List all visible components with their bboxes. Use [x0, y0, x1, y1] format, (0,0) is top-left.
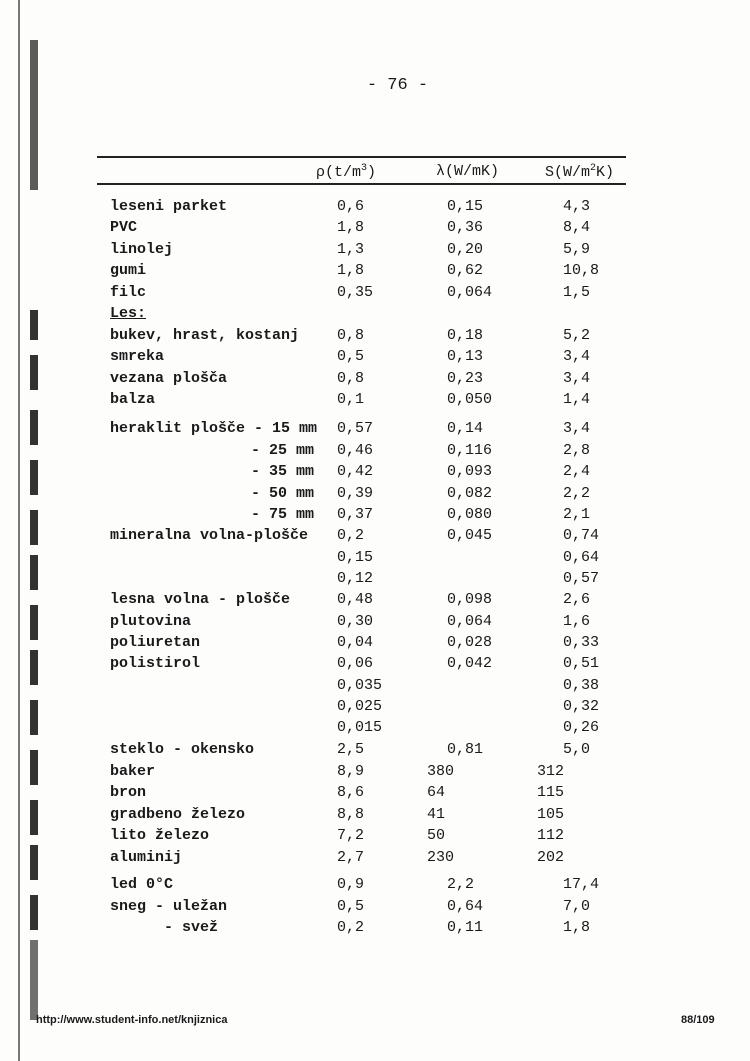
conductivity-value: 0,050	[447, 391, 493, 408]
binding-mark	[30, 750, 38, 785]
density-value: 0,15	[337, 549, 374, 566]
heat-absorption-value: 115	[537, 784, 565, 801]
material-name: bron	[110, 784, 147, 801]
table-row	[110, 549, 630, 570]
conductivity-value: 50	[427, 827, 446, 844]
density-value: 0,5	[337, 348, 365, 365]
table-row	[110, 463, 630, 484]
density-value: 0,5	[337, 898, 365, 915]
material-name: gumi	[110, 262, 147, 279]
density-value: 1,8	[337, 219, 365, 236]
heat-absorption-value: 5,0	[563, 741, 591, 758]
heat-absorption-value: 2,8	[563, 442, 591, 459]
conductivity-value: 0,11	[447, 919, 484, 936]
material-name: steklo - okensko	[110, 741, 255, 758]
table-row	[110, 219, 630, 240]
heat-absorption-value: 0,57	[563, 570, 600, 587]
binding-mark	[30, 895, 38, 930]
table-row	[110, 198, 630, 219]
density-value: 0,46	[337, 442, 374, 459]
conductivity-value: 0,080	[447, 506, 493, 523]
heat-absorption-value: 2,2	[563, 485, 591, 502]
material-name: vezana plošča	[110, 370, 228, 387]
table-row	[110, 898, 630, 919]
conductivity-value: 0,15	[447, 198, 484, 215]
material-name: gradbeno železo	[110, 806, 246, 823]
table-row	[110, 677, 630, 698]
heat-absorption-value: 0,38	[563, 677, 600, 694]
heat-absorption-value: 3,4	[563, 348, 591, 365]
density-value: 8,9	[337, 763, 365, 780]
conductivity-value: 0,64	[447, 898, 484, 915]
conductivity-value: 0,082	[447, 485, 493, 502]
heat-absorption-value: 112	[537, 827, 565, 844]
density-value: 0,015	[337, 719, 383, 736]
table-row	[110, 876, 630, 897]
conductivity-value: 0,116	[447, 442, 493, 459]
table-row	[110, 570, 630, 591]
table-row	[110, 370, 630, 391]
binding-mark	[30, 650, 38, 685]
material-name: smreka	[110, 348, 165, 365]
heat-absorption-value: 0,32	[563, 698, 600, 715]
material-name: heraklit plošče - 15 mm	[110, 420, 318, 437]
heat-absorption-value: 2,1	[563, 506, 591, 523]
header-heat-absorption: $S(W/m^2K)$	[545, 163, 615, 181]
table-row	[110, 763, 630, 784]
heat-absorption-value: 1,4	[563, 391, 591, 408]
table-row	[110, 348, 630, 369]
conductivity-value: 380	[427, 763, 455, 780]
density-value: 0,2	[337, 919, 365, 936]
heat-absorption-value: 1,5	[563, 284, 591, 301]
heat-absorption-value: 312	[537, 763, 565, 780]
footer-url: http://www.student-info.net/knjiznica	[36, 1014, 228, 1026]
material-name: balza	[110, 391, 156, 408]
table-row	[110, 741, 630, 762]
table-row	[110, 527, 630, 548]
conductivity-value: 0,042	[447, 655, 493, 672]
heat-absorption-value: 3,4	[563, 420, 591, 437]
heat-absorption-value: 5,2	[563, 327, 591, 344]
conductivity-value: 64	[427, 784, 446, 801]
density-value: 7,2	[337, 827, 365, 844]
heat-absorption-value: 3,4	[563, 370, 591, 387]
footer-page-count: 88/109	[681, 1014, 715, 1026]
table-row	[110, 284, 630, 305]
material-name: baker	[110, 763, 156, 780]
density-value: 0,2	[337, 527, 365, 544]
material-name: sneg - uležan	[110, 898, 228, 915]
page-number: - 76 -	[366, 76, 429, 95]
heat-absorption-value: 1,6	[563, 613, 591, 630]
binding-mark	[30, 310, 38, 340]
table-row	[110, 849, 630, 870]
heat-absorption-value: 0,33	[563, 634, 600, 651]
heat-absorption-value: 105	[537, 806, 565, 823]
conductivity-value: 0,36	[447, 219, 484, 236]
table-row	[110, 613, 630, 634]
density-value: 0,35	[337, 284, 374, 301]
density-value: 0,37	[337, 506, 374, 523]
binding-mark	[30, 410, 38, 445]
material-name: plutovina	[110, 613, 192, 630]
conductivity-value: 0,028	[447, 634, 493, 651]
header-conductivity: λ(W/mK)	[436, 163, 500, 180]
heat-absorption-value: 10,8	[563, 262, 600, 279]
material-name: aluminij	[110, 849, 183, 866]
density-value: 1,3	[337, 241, 365, 258]
binding-edge	[18, 0, 20, 1061]
conductivity-value: 0,62	[447, 262, 484, 279]
binding-mark	[30, 40, 38, 190]
table-row	[110, 784, 630, 805]
material-name: filc	[110, 284, 147, 301]
binding-mark	[30, 940, 38, 1020]
heat-absorption-value: 4,3	[563, 198, 591, 215]
heat-absorption-value: 0,64	[563, 549, 600, 566]
material-name: lito železo	[110, 827, 210, 844]
table-row	[110, 420, 630, 441]
material-name: led 0°C	[110, 876, 174, 893]
conductivity-value: 0,064	[447, 284, 493, 301]
density-value: 0,06	[337, 655, 374, 672]
density-value: 2,5	[337, 741, 365, 758]
table-row	[110, 485, 630, 506]
heat-absorption-value: 0,26	[563, 719, 600, 736]
table-row	[110, 262, 630, 283]
table-header-rule	[97, 183, 626, 185]
header-density: $\rho(t/m^3)$	[316, 163, 377, 181]
material-name: mineralna volna-plošče	[110, 527, 309, 544]
conductivity-value: 41	[427, 806, 446, 823]
density-value: 8,8	[337, 806, 365, 823]
table-row	[110, 241, 630, 262]
binding-mark	[30, 355, 38, 390]
material-name: polistirol	[110, 655, 201, 672]
density-value: 0,025	[337, 698, 383, 715]
table-row	[110, 442, 630, 463]
conductivity-value: 2,2	[447, 876, 475, 893]
binding-mark	[30, 555, 38, 590]
density-value: 2,7	[337, 849, 365, 866]
heat-absorption-value: 17,4	[563, 876, 600, 893]
density-value: 0,6	[337, 198, 365, 215]
density-value: 0,42	[337, 463, 374, 480]
density-value: 8,6	[337, 784, 365, 801]
conductivity-value: 0,064	[447, 613, 493, 630]
table-row	[110, 634, 630, 655]
table-row	[110, 719, 630, 740]
density-value: 0,04	[337, 634, 374, 651]
density-value: 0,8	[337, 370, 365, 387]
table-row	[110, 919, 630, 940]
heat-absorption-value: 8,4	[563, 219, 591, 236]
material-name: - 25 mm	[250, 442, 314, 459]
table-row	[110, 806, 630, 827]
density-value: 0,9	[337, 876, 365, 893]
density-value: 0,30	[337, 613, 374, 630]
table-row	[110, 655, 630, 676]
binding-mark	[30, 460, 38, 495]
heat-absorption-value: 2,6	[563, 591, 591, 608]
binding-mark	[30, 845, 38, 880]
table-row	[110, 827, 630, 848]
material-name: bukev, hrast, kostanj	[110, 327, 300, 344]
heat-absorption-value: 7,0	[563, 898, 591, 915]
density-value: 0,57	[337, 420, 374, 437]
density-value: 1,8	[337, 262, 365, 279]
density-value: 0,8	[337, 327, 365, 344]
conductivity-value: 0,093	[447, 463, 493, 480]
heat-absorption-value: 202	[537, 849, 565, 866]
table-row	[110, 506, 630, 527]
conductivity-value: 0,14	[447, 420, 484, 437]
conductivity-value: 0,098	[447, 591, 493, 608]
table-top-rule	[97, 156, 626, 158]
density-value: 0,035	[337, 677, 383, 694]
density-value: 0,39	[337, 485, 374, 502]
binding-mark	[30, 700, 38, 735]
material-name: - 35 mm	[250, 463, 314, 480]
conductivity-value: 0,18	[447, 327, 484, 344]
material-name: - 75 mm	[250, 506, 314, 523]
table-row	[110, 698, 630, 719]
table-row	[110, 327, 630, 348]
material-name: linolej	[110, 241, 174, 258]
conductivity-value: 0,23	[447, 370, 484, 387]
material-name: Les:	[110, 305, 147, 322]
heat-absorption-value: 0,51	[563, 655, 600, 672]
material-name: leseni parket	[110, 198, 228, 215]
table-row	[110, 591, 630, 612]
table-row	[110, 305, 630, 326]
heat-absorption-value: 1,8	[563, 919, 591, 936]
material-name: - 50 mm	[250, 485, 314, 502]
material-name: PVC	[110, 219, 138, 236]
material-name: lesna volna - plošče	[110, 591, 291, 608]
density-value: 0,48	[337, 591, 374, 608]
density-value: 0,12	[337, 570, 374, 587]
heat-absorption-value: 0,74	[563, 527, 600, 544]
binding-mark	[30, 510, 38, 545]
material-name: - svež	[164, 919, 219, 936]
conductivity-value: 0,045	[447, 527, 493, 544]
heat-absorption-value: 5,9	[563, 241, 591, 258]
heat-absorption-value: 2,4	[563, 463, 591, 480]
material-name: poliuretan	[110, 634, 201, 651]
conductivity-value: 230	[427, 849, 455, 866]
conductivity-value: 0,81	[447, 741, 484, 758]
conductivity-value: 0,13	[447, 348, 484, 365]
table-row	[110, 391, 630, 412]
density-value: 0,1	[337, 391, 365, 408]
binding-mark	[30, 800, 38, 835]
conductivity-value: 0,20	[447, 241, 484, 258]
binding-mark	[30, 605, 38, 640]
